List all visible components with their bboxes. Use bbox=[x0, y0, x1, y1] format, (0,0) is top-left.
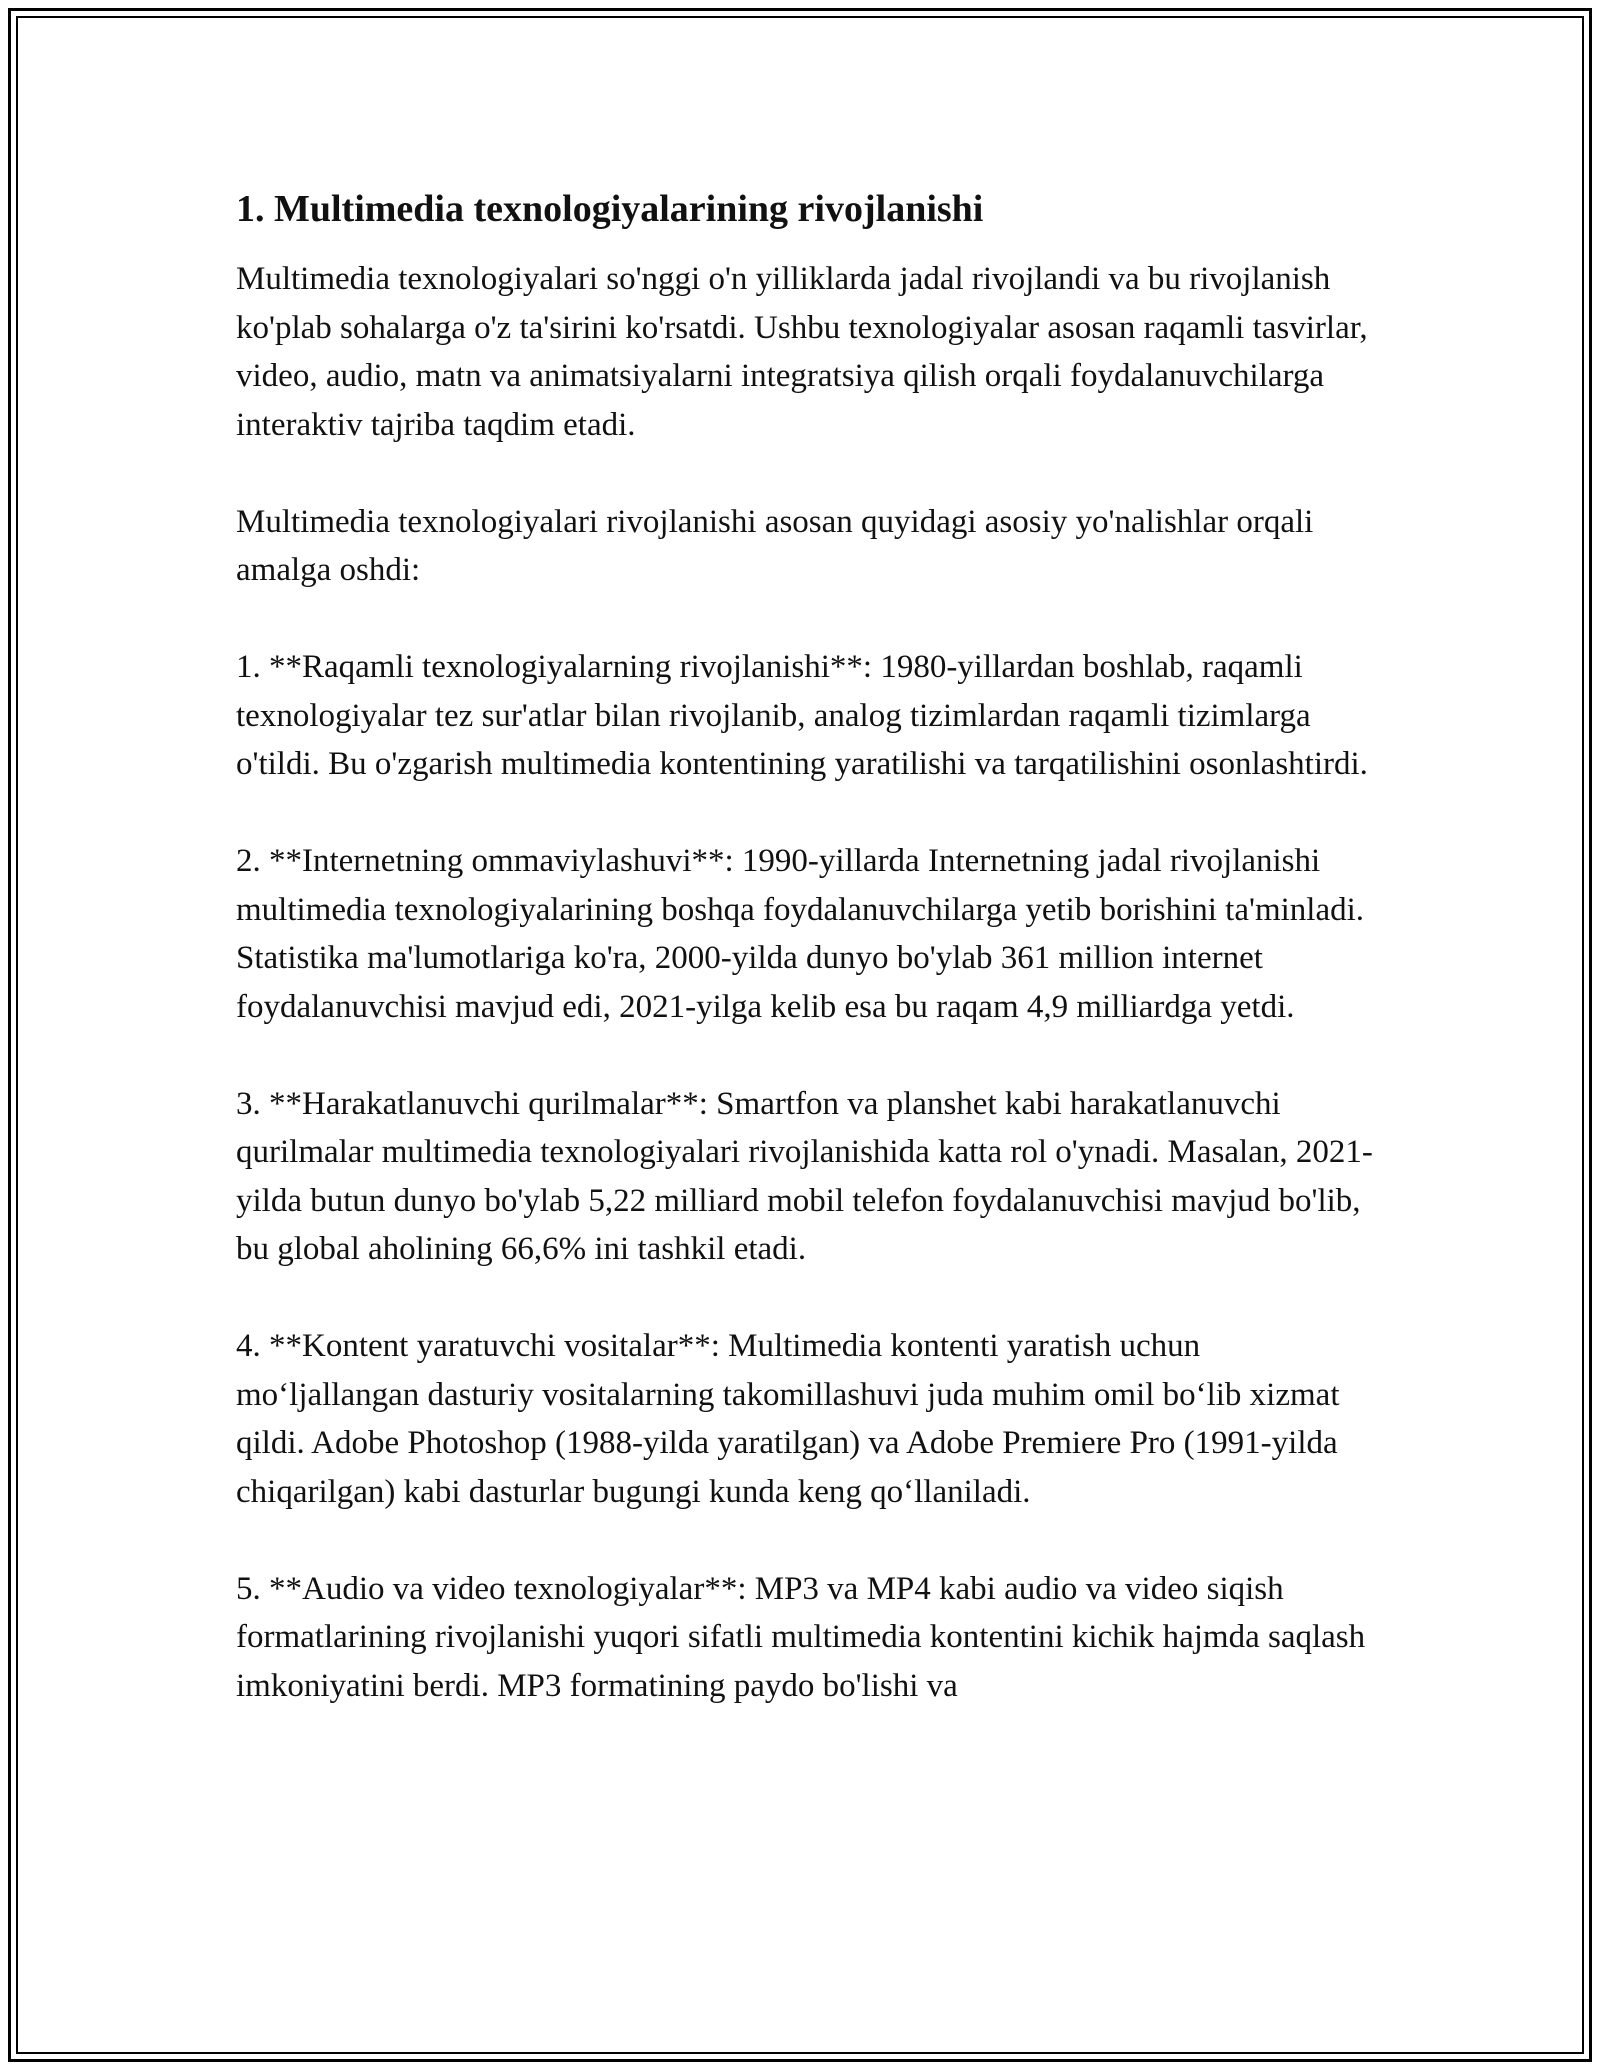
list-item-digital-technologies: 1. **Raqamli texnologiyalarning rivojlanishi**: 1980-yillardan boshlab, raqamli texnologiyalar tez sur'atlar bilan rivojlanib, analog tizimlardan raqamli tizimlarga o'tildi. Bu o'zgarish multimedia kontentining yaratilishi va tarqatilishini osonlashtirdi. bbox=[236, 649, 1368, 782]
intro-paragraph: Multimedia texnologiyalari so'nggi o'n yilliklarda jadal rivojlandi va bu rivojlanish ko'plab sohalarga o'z ta'sirini ko'rsatdi. Ushbu texnologiyalar asosan raqamli tasvirlar, video, audio, matn va animatsiyalarni integratsiya qilish orqali foydalanuvchilarga interaktiv tajriba taqdim etadi. bbox=[236, 261, 1368, 443]
list-item-internet-popularization: 2. **Internetning ommaviylashuvi**: 1990-yillarda Internetning jadal rivojlanishi multimedia texnologiyalarining boshqa foydalanuvchilarga yetib borishini ta'minladi. Statistika ma'lumotlariga ko'ra, 2000-yilda dunyo bo'ylab 361 million internet foydalanuvchisi mavjud edi, 2021-yilga kelib esa bu raqam 4,9 milliardga yetdi. bbox=[236, 843, 1365, 1025]
list-item-audio-video: 5. **Audio va video texnologiyalar**: MP3 va MP4 kabi audio va video siqish formatlarining rivojlanishi yuqori sifatli multimedia kontentini kichik hajmda saqlash imkoniyatini berdi. MP3 formatining paydo bo'lishi va bbox=[236, 1570, 1366, 1704]
document-body bbox=[236, 185, 1376, 1759]
section-heading: 1. Multimedia texnologiyalarining rivojlanishi bbox=[236, 188, 984, 230]
directions-intro-paragraph: Multimedia texnologiyalari rivojlanishi asosan quyidagi asosiy yo'nalishlar orqali amalga oshdi: bbox=[236, 503, 1314, 588]
list-item-content-tools: 4. **Kontent yaratuvchi vositalar**: Multimedia kontenti yaratish uchun mo‘ljallangan dasturiy vositalarning takomillashuvi juda muhim omil bo‘lib xizmat qildi. Adobe Photoshop (1988-yilda yaratilgan) va Adobe Premiere Pro (1991-yilda chiqarilgan) kabi dasturlar bugungi kunda keng qo‘llaniladi. bbox=[236, 1328, 1340, 1510]
list-item-mobile-devices: 3. **Harakatlanuvchi qurilmalar**: Smartfon va planshet kabi harakatlanuvchi qurilmalar multimedia texnologiyalari rivojlanishida katta rol o'ynadi. Masalan, 2021-yilda butun dunyo bo'ylab 5,22 milliard mobil telefon foydalanuvchisi mavjud bo'lib, bu global aholining 66,6% ini tashkil etadi. bbox=[236, 1085, 1373, 1267]
